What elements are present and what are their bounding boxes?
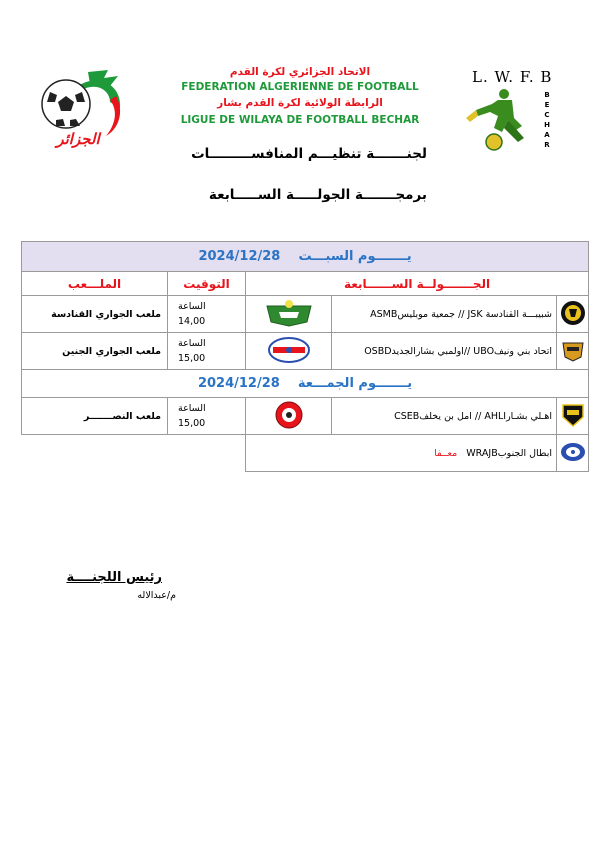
time-cell (168, 398, 246, 435)
asmb-crest-icon (259, 298, 319, 328)
league-arabic: الرابطة الولائية لكرة القدم بشار (217, 97, 383, 109)
committee-title: لجنـــــــة تنظيـــم المنافســـــــــات (191, 146, 427, 162)
day-date: 2024/12/28 (198, 249, 281, 264)
day-row-friday (22, 370, 589, 398)
time-value: 14,00 (178, 316, 206, 327)
bechar-letter: H (544, 121, 550, 129)
bye-status: معــفا (434, 447, 458, 459)
day-date: 2024/12/28 (197, 376, 280, 391)
day-row-saturday (22, 242, 589, 272)
time-value: 15,00 (178, 353, 206, 364)
ahli-crest-icon (560, 402, 586, 428)
stadium-cell: ملعب النصـــــــر (22, 398, 168, 435)
time-label: الساعة (178, 403, 206, 414)
stadium-cell: ملعب الجواري القنادسة (22, 296, 168, 333)
time-cell (168, 333, 246, 370)
table-row-bye (22, 435, 589, 472)
bechar-letter: C (544, 111, 550, 119)
team-logo-cell (557, 333, 589, 370)
cseb-crest-icon (259, 400, 319, 430)
signature-name: م/عبدالاله (137, 590, 176, 601)
stadium-header: الملـــعب (22, 272, 168, 296)
bechar-letter: E (544, 101, 550, 109)
venue-logo-cell (246, 296, 332, 333)
bye-cell (246, 435, 557, 472)
time-label: الساعة (178, 338, 206, 349)
osbd-crest-icon (259, 335, 319, 365)
time-label: الساعة (178, 301, 206, 312)
bechar-letter: B (544, 91, 550, 99)
bechar-letter: A (544, 131, 550, 139)
faf-logo (30, 62, 130, 154)
federation-arabic: الاتحاد الجزائري لكرة القدم (229, 66, 371, 78)
match-cell: اتحاد بني ونيفUBO //اولمبي بشارالجديدOSBD (332, 333, 557, 370)
team-logo-cell (557, 296, 589, 333)
table-row (22, 333, 589, 370)
match-cell: شبيبـــة القنادسة JSK // جمعية موبليسASMB (332, 296, 557, 333)
schedule-table (21, 241, 589, 472)
team-logo-cell (557, 398, 589, 435)
faf-logo-text: الجزائر (56, 130, 100, 148)
footballer-icon (464, 88, 538, 152)
jsk-crest-icon (560, 300, 586, 326)
stadium-cell: ملعب الجواري الجنين (22, 333, 168, 370)
lwfb-letters: L. W. F. B (472, 68, 553, 86)
table-row (22, 296, 589, 333)
team-logo-cell (557, 435, 589, 472)
program-title: برمجـــــــة الجولـــــة الســـــابعة (208, 187, 427, 203)
column-headers (22, 272, 589, 296)
time-cell (168, 296, 246, 333)
wrajb-crest-icon (560, 439, 586, 465)
match-cell: اهـلي بشـارAHLI // امل بن يخلفCSEB (332, 398, 557, 435)
day-label: يـــــــوم الجمـــعة (297, 376, 413, 391)
venue-logo-cell (246, 398, 332, 435)
league-french: LIGUE DE WILAYA DE FOOTBALL BECHAR (180, 114, 420, 126)
bechar-letter: R (544, 141, 550, 149)
time-header: التوقيت (168, 272, 246, 296)
venue-logo-cell (246, 333, 332, 370)
signature-title: رئيس اللجنــــة (66, 570, 162, 585)
time-value: 15,00 (178, 418, 206, 429)
table-row (22, 398, 589, 435)
day-label: يـــــــوم السبـــت (298, 249, 412, 264)
federation-french: FEDERATION ALGERIENNE DE FOOTBALL (181, 81, 419, 93)
round-header: الجـــــــولــة الســــــابعة (246, 272, 589, 296)
lwfb-logo (462, 68, 558, 158)
bechar-vertical (542, 90, 552, 150)
ubo-crest-icon (560, 337, 586, 363)
bye-team: ابطال الجنوبWRAJB (466, 447, 552, 459)
